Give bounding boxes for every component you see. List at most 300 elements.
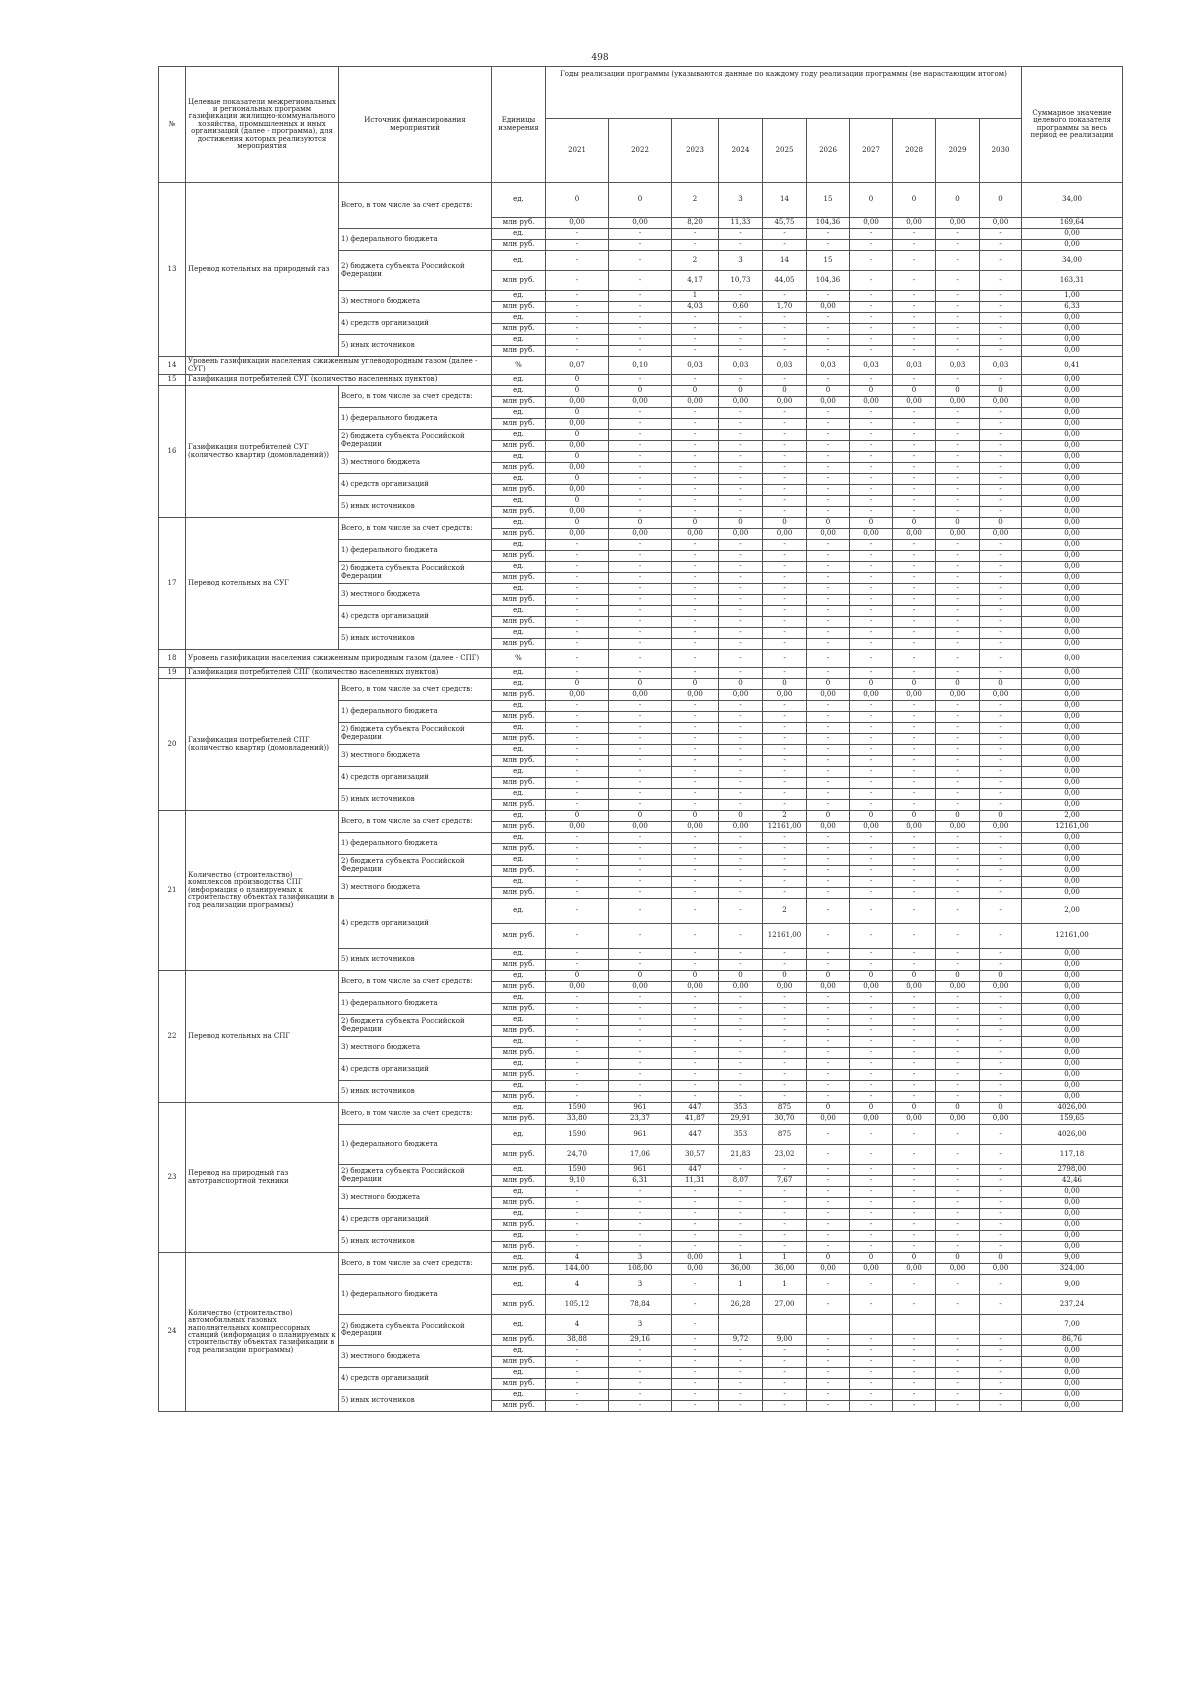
total-cell: 86,76 [1022, 1335, 1123, 1346]
value-cell: - [609, 1220, 672, 1231]
value-cell: - [807, 1390, 850, 1401]
value-cell: 0 [546, 679, 609, 690]
value-cell: - [609, 463, 672, 474]
value-cell: - [546, 251, 609, 271]
value-cell: 21,83 [719, 1145, 763, 1165]
value-cell: 0 [893, 971, 936, 982]
value-cell: - [980, 1176, 1022, 1187]
value-cell: - [719, 924, 763, 949]
total-cell: 0,00 [1022, 573, 1123, 584]
value-cell: - [672, 375, 719, 386]
value-cell: - [850, 1187, 893, 1198]
total-cell: 0,00 [1022, 701, 1123, 712]
value-cell: - [850, 767, 893, 778]
table-row [159, 668, 1123, 679]
value-cell: 0,00 [546, 419, 609, 430]
value-cell: 105,12 [546, 1295, 609, 1315]
row-number: 20 [159, 679, 186, 811]
funding-source: 4) средств организаций [339, 1059, 492, 1081]
total-cell: 0,00 [1022, 1070, 1123, 1081]
total-cell: 0,00 [1022, 993, 1123, 1004]
unit-cell: млн руб. [492, 822, 546, 833]
value-cell: 17,06 [609, 1145, 672, 1165]
value-cell: - [980, 1220, 1022, 1231]
value-cell: 3 [719, 251, 763, 271]
total-cell: 34,00 [1022, 183, 1123, 218]
value-cell: - [609, 1059, 672, 1070]
total-cell: 0,00 [1022, 518, 1123, 529]
indicator-name: Количество (строительство) автомобильных газовых наполнительных компрессорных станций (информация о планируемых к строительству объектах газификации в год реализации программы) [186, 1253, 339, 1412]
value-cell: 0 [609, 679, 672, 690]
value-cell: - [936, 573, 980, 584]
value-cell: - [936, 485, 980, 496]
total-cell: 0,00 [1022, 1059, 1123, 1070]
value-cell: - [893, 1015, 936, 1026]
value-cell: 0 [807, 518, 850, 529]
value-cell: 0 [893, 811, 936, 822]
value-cell: - [763, 551, 807, 562]
value-cell: 33,80 [546, 1114, 609, 1125]
value-cell: - [893, 1176, 936, 1187]
value-cell: - [763, 240, 807, 251]
unit-cell: млн руб. [492, 1070, 546, 1081]
value-cell: - [980, 1231, 1022, 1242]
total-cell: 0,00 [1022, 1401, 1123, 1412]
value-cell: - [719, 291, 763, 302]
value-cell: 0 [980, 811, 1022, 822]
funding-source: 3) местного бюджета [339, 877, 492, 899]
value-cell: - [893, 496, 936, 507]
value-cell: - [893, 251, 936, 271]
value-cell: - [893, 441, 936, 452]
value-cell: - [546, 993, 609, 1004]
value-cell: - [850, 639, 893, 650]
unit-cell: млн руб. [492, 507, 546, 518]
value-cell: - [980, 1037, 1022, 1048]
total-cell: 0,00 [1022, 1357, 1123, 1368]
value-cell: - [980, 668, 1022, 679]
row-number: 14 [159, 357, 186, 375]
value-cell: - [850, 240, 893, 251]
value-cell: - [980, 485, 1022, 496]
value-cell: - [609, 877, 672, 888]
value-cell: - [980, 756, 1022, 767]
value-cell: - [546, 1026, 609, 1037]
total-cell: 0,00 [1022, 668, 1123, 679]
value-cell: - [936, 1081, 980, 1092]
value-cell: - [893, 650, 936, 668]
value-cell: - [672, 485, 719, 496]
value-cell: - [936, 1125, 980, 1145]
total-cell: 0,00 [1022, 877, 1123, 888]
value-cell: - [672, 888, 719, 899]
value-cell: - [672, 877, 719, 888]
value-cell: - [763, 375, 807, 386]
value-cell: - [980, 452, 1022, 463]
value-cell: 23,02 [763, 1145, 807, 1165]
total-cell: 163,31 [1022, 271, 1123, 291]
value-cell: 9,10 [546, 1176, 609, 1187]
value-cell: - [672, 1335, 719, 1346]
value-cell: - [546, 606, 609, 617]
value-cell: - [763, 668, 807, 679]
table-row [159, 811, 1123, 822]
total-cell: 0,00 [1022, 778, 1123, 789]
value-cell: - [719, 313, 763, 324]
value-cell: - [807, 993, 850, 1004]
unit-cell: млн руб. [492, 1048, 546, 1059]
value-cell: 0,00 [672, 690, 719, 701]
value-cell: - [609, 701, 672, 712]
total-cell: 34,00 [1022, 251, 1123, 271]
value-cell: - [763, 628, 807, 639]
value-cell: - [893, 628, 936, 639]
value-cell: - [546, 1092, 609, 1103]
value-cell: - [719, 1037, 763, 1048]
value-cell: 30,57 [672, 1145, 719, 1165]
value-cell: 0 [672, 386, 719, 397]
value-cell: - [609, 485, 672, 496]
value-cell: - [672, 756, 719, 767]
value-cell: - [980, 1368, 1022, 1379]
value-cell: - [763, 734, 807, 745]
value-cell: 0,00 [807, 1114, 850, 1125]
unit-cell: % [492, 650, 546, 668]
total-cell: 0,00 [1022, 628, 1123, 639]
value-cell: - [980, 573, 1022, 584]
value-cell: - [672, 1048, 719, 1059]
value-cell: - [893, 617, 936, 628]
value-cell [719, 1315, 763, 1335]
value-cell: - [763, 1026, 807, 1037]
value-cell: - [850, 899, 893, 924]
value-cell: - [936, 463, 980, 474]
value-cell: - [936, 324, 980, 335]
value-cell: - [609, 1390, 672, 1401]
value-cell: 0,00 [936, 529, 980, 540]
value-cell: 104,36 [807, 218, 850, 229]
value-cell: - [609, 1048, 672, 1059]
funding-source: 4) средств организаций [339, 1368, 492, 1390]
unit-cell: ед. [492, 993, 546, 1004]
value-cell: - [893, 302, 936, 313]
value-cell: - [763, 888, 807, 899]
unit-cell: млн руб. [492, 1198, 546, 1209]
total-cell: 0,00 [1022, 397, 1123, 408]
value-cell [980, 1315, 1022, 1335]
unit-cell: млн руб. [492, 271, 546, 291]
value-cell: - [850, 877, 893, 888]
value-cell: - [672, 628, 719, 639]
value-cell: - [672, 1401, 719, 1412]
unit-cell: ед. [492, 183, 546, 218]
total-cell: 0,00 [1022, 971, 1123, 982]
value-cell: - [807, 324, 850, 335]
value-cell: 0,00 [609, 822, 672, 833]
value-cell: - [719, 1081, 763, 1092]
value-cell: - [893, 485, 936, 496]
unit-cell: ед. [492, 313, 546, 324]
value-cell: - [980, 745, 1022, 756]
funding-source: 5) иных источников [339, 496, 492, 518]
value-cell: 41,87 [672, 1114, 719, 1125]
value-cell: - [893, 639, 936, 650]
value-cell: 78,84 [609, 1295, 672, 1315]
value-cell: - [546, 291, 609, 302]
value-cell: - [980, 463, 1022, 474]
unit-cell: ед. [492, 949, 546, 960]
funding-source: 2) бюджета субъекта Российской Федерации [339, 1315, 492, 1346]
table-row [159, 375, 1123, 386]
value-cell: 9,00 [763, 1335, 807, 1346]
value-cell: - [546, 650, 609, 668]
value-cell: - [980, 767, 1022, 778]
value-cell: - [807, 1401, 850, 1412]
unit-cell: ед. [492, 335, 546, 346]
value-cell: - [719, 496, 763, 507]
value-cell: - [763, 507, 807, 518]
value-cell: - [763, 1368, 807, 1379]
value-cell: 0 [546, 183, 609, 218]
total-cell: 0,00 [1022, 375, 1123, 386]
value-cell: - [980, 1295, 1022, 1315]
value-cell: - [807, 800, 850, 811]
value-cell: - [807, 1379, 850, 1390]
value-cell: - [850, 1048, 893, 1059]
value-cell: 2 [672, 251, 719, 271]
value-cell: - [850, 346, 893, 357]
total-cell: 4026,00 [1022, 1103, 1123, 1114]
unit-cell: ед. [492, 811, 546, 822]
value-cell: - [893, 855, 936, 866]
value-cell: - [719, 617, 763, 628]
total-cell: 0,00 [1022, 584, 1123, 595]
unit-cell: млн руб. [492, 1145, 546, 1165]
value-cell: - [546, 1220, 609, 1231]
table-row [159, 1103, 1123, 1114]
value-cell: 961 [609, 1103, 672, 1114]
total-cell: 0,00 [1022, 949, 1123, 960]
value-cell: - [807, 1026, 850, 1037]
value-cell: 0,03 [763, 357, 807, 375]
header-year-2027: 2027 [850, 119, 893, 183]
unit-cell: млн руб. [492, 573, 546, 584]
value-cell: - [850, 485, 893, 496]
value-cell: - [672, 1187, 719, 1198]
total-cell: 7,00 [1022, 1315, 1123, 1335]
value-cell: - [672, 496, 719, 507]
value-cell: - [672, 573, 719, 584]
value-cell: - [980, 1015, 1022, 1026]
header-no: № [159, 67, 186, 183]
value-cell: - [936, 346, 980, 357]
row-number: 13 [159, 183, 186, 357]
value-cell: 0,00 [609, 982, 672, 993]
value-cell: - [609, 745, 672, 756]
funding-source: 3) местного бюджета [339, 452, 492, 474]
value-cell: 0 [807, 1103, 850, 1114]
value-cell: - [546, 668, 609, 679]
value-cell: - [850, 1357, 893, 1368]
value-cell: - [936, 430, 980, 441]
value-cell: - [719, 408, 763, 419]
value-cell: 0,00 [546, 397, 609, 408]
value-cell: - [546, 595, 609, 606]
value-cell: - [763, 1346, 807, 1357]
value-cell: - [893, 756, 936, 767]
value-cell: - [609, 1401, 672, 1412]
row-number: 23 [159, 1103, 186, 1253]
value-cell: - [936, 789, 980, 800]
total-cell: 0,00 [1022, 1231, 1123, 1242]
value-cell: - [893, 606, 936, 617]
value-cell: - [893, 701, 936, 712]
value-cell: - [719, 712, 763, 723]
value-cell: - [763, 789, 807, 800]
value-cell: - [807, 1070, 850, 1081]
value-cell: 4,17 [672, 271, 719, 291]
value-cell: 0,00 [893, 982, 936, 993]
value-cell: 961 [609, 1125, 672, 1145]
value-cell: - [763, 1092, 807, 1103]
value-cell: - [893, 1357, 936, 1368]
row-number: 15 [159, 375, 186, 386]
unit-cell: ед. [492, 767, 546, 778]
value-cell: 0 [893, 518, 936, 529]
value-cell: - [546, 1209, 609, 1220]
value-cell: 0,00 [893, 1264, 936, 1275]
value-cell: - [936, 712, 980, 723]
unit-cell: млн руб. [492, 690, 546, 701]
value-cell: - [893, 240, 936, 251]
value-cell: - [719, 1242, 763, 1253]
value-cell: - [763, 441, 807, 452]
value-cell: - [719, 888, 763, 899]
value-cell: 14 [763, 183, 807, 218]
unit-cell: млн руб. [492, 639, 546, 650]
value-cell: 0 [546, 518, 609, 529]
value-cell: 1590 [546, 1165, 609, 1176]
total-cell: 0,00 [1022, 474, 1123, 485]
total-cell: 0,00 [1022, 789, 1123, 800]
value-cell: 9,72 [719, 1335, 763, 1346]
value-cell: - [719, 1198, 763, 1209]
total-cell: 0,00 [1022, 419, 1123, 430]
value-cell: 0 [672, 679, 719, 690]
total-cell: 0,00 [1022, 1037, 1123, 1048]
value-cell: 0,00 [546, 690, 609, 701]
value-cell: 0 [546, 386, 609, 397]
value-cell: - [672, 1037, 719, 1048]
value-cell: - [807, 617, 850, 628]
value-cell: - [893, 734, 936, 745]
value-cell: - [850, 408, 893, 419]
value-cell: 2 [763, 811, 807, 822]
value-cell: - [893, 1004, 936, 1015]
value-cell: - [936, 375, 980, 386]
value-cell: - [936, 240, 980, 251]
value-cell: - [609, 1198, 672, 1209]
value-cell: 0 [893, 386, 936, 397]
value-cell: - [546, 1198, 609, 1209]
value-cell: 0 [893, 1253, 936, 1264]
value-cell: - [807, 463, 850, 474]
value-cell: - [936, 1231, 980, 1242]
value-cell: - [763, 960, 807, 971]
value-cell: - [980, 650, 1022, 668]
value-cell: 0,00 [719, 529, 763, 540]
value-cell: - [980, 949, 1022, 960]
value-cell: - [672, 899, 719, 924]
value-cell: - [719, 430, 763, 441]
value-cell: - [763, 617, 807, 628]
total-cell: 0,00 [1022, 690, 1123, 701]
value-cell: 0 [936, 183, 980, 218]
value-cell: - [980, 313, 1022, 324]
funding-source: 2) бюджета субъекта Российской Федерации [339, 723, 492, 745]
value-cell: 0,00 [850, 690, 893, 701]
value-cell: 0,00 [980, 397, 1022, 408]
value-cell: 0 [609, 386, 672, 397]
value-cell: - [936, 551, 980, 562]
value-cell: - [719, 993, 763, 1004]
value-cell: 7,67 [763, 1176, 807, 1187]
value-cell: - [609, 993, 672, 1004]
value-cell: - [546, 767, 609, 778]
header-year-2023: 2023 [672, 119, 719, 183]
value-cell: - [850, 302, 893, 313]
value-cell: - [980, 551, 1022, 562]
value-cell: 0 [850, 679, 893, 690]
value-cell: - [980, 335, 1022, 346]
header-years-caption: Годы реализации программы (указываются данные по каждому году реализации программы (не нарастающим итогом) [546, 67, 1022, 119]
value-cell [850, 1315, 893, 1335]
value-cell: - [850, 1125, 893, 1145]
value-cell: - [719, 899, 763, 924]
value-cell: - [980, 1004, 1022, 1015]
total-cell: 0,00 [1022, 551, 1123, 562]
value-cell: - [980, 562, 1022, 573]
value-cell: - [980, 474, 1022, 485]
total-cell: 0,00 [1022, 313, 1123, 324]
value-cell: - [546, 949, 609, 960]
value-cell: - [936, 778, 980, 789]
value-cell: - [893, 800, 936, 811]
value-cell: 1,70 [763, 302, 807, 313]
value-cell: - [850, 1176, 893, 1187]
unit-cell: млн руб. [492, 924, 546, 949]
value-cell: 1 [763, 1275, 807, 1295]
value-cell: 0,00 [609, 690, 672, 701]
value-cell: - [980, 924, 1022, 949]
value-cell: 0,00 [546, 507, 609, 518]
value-cell: - [850, 430, 893, 441]
value-cell: - [936, 229, 980, 240]
value-cell: - [850, 1165, 893, 1176]
funding-source: Всего, в том числе за счет средств: [339, 183, 492, 229]
total-cell: 42,46 [1022, 1176, 1123, 1187]
value-cell: 0,03 [980, 357, 1022, 375]
value-cell: - [763, 1390, 807, 1401]
value-cell: 3 [609, 1275, 672, 1295]
value-cell: - [807, 767, 850, 778]
value-cell: - [672, 1059, 719, 1070]
value-cell: - [719, 562, 763, 573]
value-cell: - [807, 1220, 850, 1231]
value-cell: 26,28 [719, 1295, 763, 1315]
value-cell: - [850, 734, 893, 745]
value-cell: - [719, 335, 763, 346]
